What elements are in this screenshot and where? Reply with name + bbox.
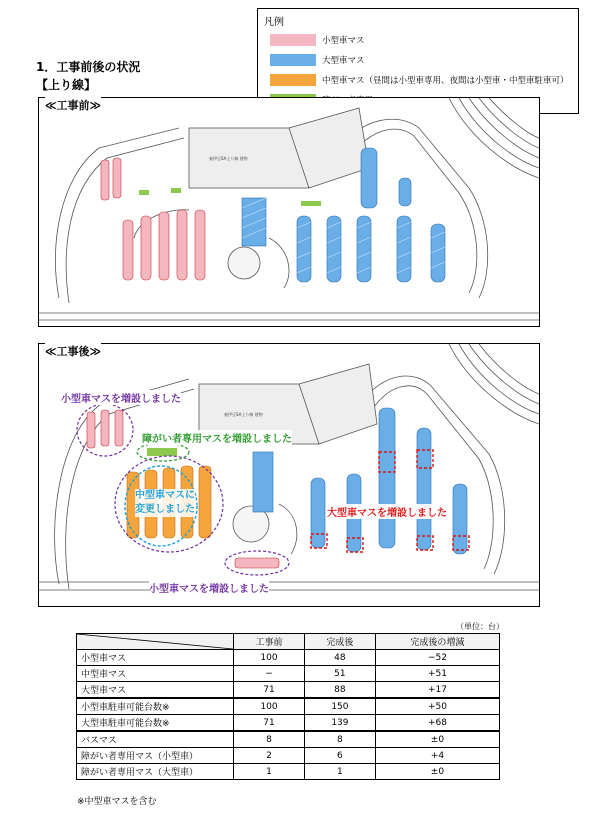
table-cell-before: 71 [234,715,305,732]
before-large-lot [399,178,411,206]
after-small-lot [115,410,123,446]
legend-label-medium: 中型車マス（昼間は小型車専用、夜間は小型車・中型車駐車可） [322,76,569,86]
after-title: ≪工事後≫ [45,345,102,358]
before-small-lot [177,210,187,280]
table-row-label: バスマス [77,731,234,748]
before-small-lot [141,216,151,280]
table-row-label: 大型車マス [77,682,234,699]
before-small-lot [123,220,133,280]
table-cell-before: 100 [234,698,305,715]
table-cell-after: 1 [304,764,375,780]
table-cell-after: 6 [304,748,375,764]
after-large-lot [453,484,467,554]
after-medium-lot [199,466,211,538]
after-small-lot [101,410,109,446]
after-map [39,344,539,606]
before-small-lot [113,158,121,198]
table-row [77,682,500,699]
table-cell-after: 8 [304,731,375,748]
table-header-cell: 完成後 [304,634,375,650]
before-disabled-lot [301,201,321,206]
before-disabled-lot [139,190,149,195]
table-cell-before: − [234,666,305,682]
table-row-label: 大型車駐車可能台数※ [77,715,234,732]
annotation-medium-changed: 中型車マスに 変更しました [135,490,195,515]
table-header-corner [77,634,234,650]
table-header-row [77,634,500,650]
legend-item-medium [270,73,569,87]
after-large-lot [311,478,325,548]
before-small-lot [195,210,205,280]
table-cell-diff: +50 [375,698,499,715]
before-panel [38,97,540,327]
table-cell-diff: −52 [375,650,499,666]
before-map [39,98,539,326]
table-row-label: 中型車マス [77,666,234,682]
table-cell-before: 1 [234,764,305,780]
before-title: ≪工事前≫ [45,99,102,112]
table-header-cell: 完成後の増減 [375,634,499,650]
table-row [77,731,500,748]
table-cell-before: 2 [234,748,305,764]
table-cell-before: 100 [234,650,305,666]
section-subtitle: 【上り線】 [36,78,97,92]
table-row-label: 小型車駐車可能台数※ [77,698,234,715]
table-corner-diagonal [77,634,233,649]
legend-item-large [270,53,365,67]
after-panel [38,343,540,607]
table-header-cell: 工事前 [234,634,305,650]
table-unit: （単位：台） [456,622,504,631]
annotation-disabled-added: 障がい者専用マスを増設しました [142,430,292,445]
table-cell-diff: ±0 [375,764,499,780]
legend-swatch-large [270,54,316,66]
legend-swatch-small [270,34,316,46]
after-large-lot [379,408,395,548]
after-large-lot [253,452,273,512]
table-row [77,715,500,732]
annotation-small-added-top: 小型車マスを増設しました [61,390,181,405]
annotation-small-added-bottom: 小型車マスを増設しました [149,580,269,595]
table-footnote: ※中型車マスを含む [77,797,157,807]
before-small-lot [159,212,169,280]
after-building-label: 東伊豆SA上り線 建物 [224,412,263,417]
table-cell-diff: +4 [375,748,499,764]
table-row-label: 障がい者専用マス（大型車） [77,764,234,780]
table-row [77,764,500,780]
after-disabled-lot [147,448,177,456]
before-large-lot [242,198,266,246]
after-small-lot [235,558,279,568]
section-title: 1．工事前後の状況 [36,60,141,74]
table-cell-after: 48 [304,650,375,666]
table-cell-diff: +51 [375,666,499,682]
legend-label-small: 小型車マス [322,36,365,46]
table-cell-before: 71 [234,682,305,699]
table-row [77,748,500,764]
before-building-label: 東伊豆SA上り線 建物 [209,156,248,161]
legend-label-large: 大型車マス [322,56,365,66]
before-small-lot [101,160,109,200]
table-cell-diff: +68 [375,715,499,732]
table-cell-diff: ±0 [375,731,499,748]
table-row [77,698,500,715]
table-cell-diff: +17 [375,682,499,699]
before-disabled-lot [171,188,181,193]
table-cell-after: 139 [304,715,375,732]
legend-item-small [270,33,365,47]
table-row [77,666,500,682]
legend-title: 凡例 [264,17,284,28]
table-cell-after: 150 [304,698,375,715]
annotation-large-added: 大型車マスを増設しました [327,504,447,519]
before-large-lot [361,148,377,208]
table-cell-before: 8 [234,731,305,748]
after-large-lot [417,428,431,550]
table-row [77,650,500,666]
table-cell-after: 88 [304,682,375,699]
table-cell-after: 51 [304,666,375,682]
table-row-label: 小型車マス [77,650,234,666]
after-small-lot [87,412,95,448]
legend-swatch-medium [270,74,316,86]
stats-table [76,633,500,780]
table-row-label: 障がい者専用マス（小型車） [77,748,234,764]
